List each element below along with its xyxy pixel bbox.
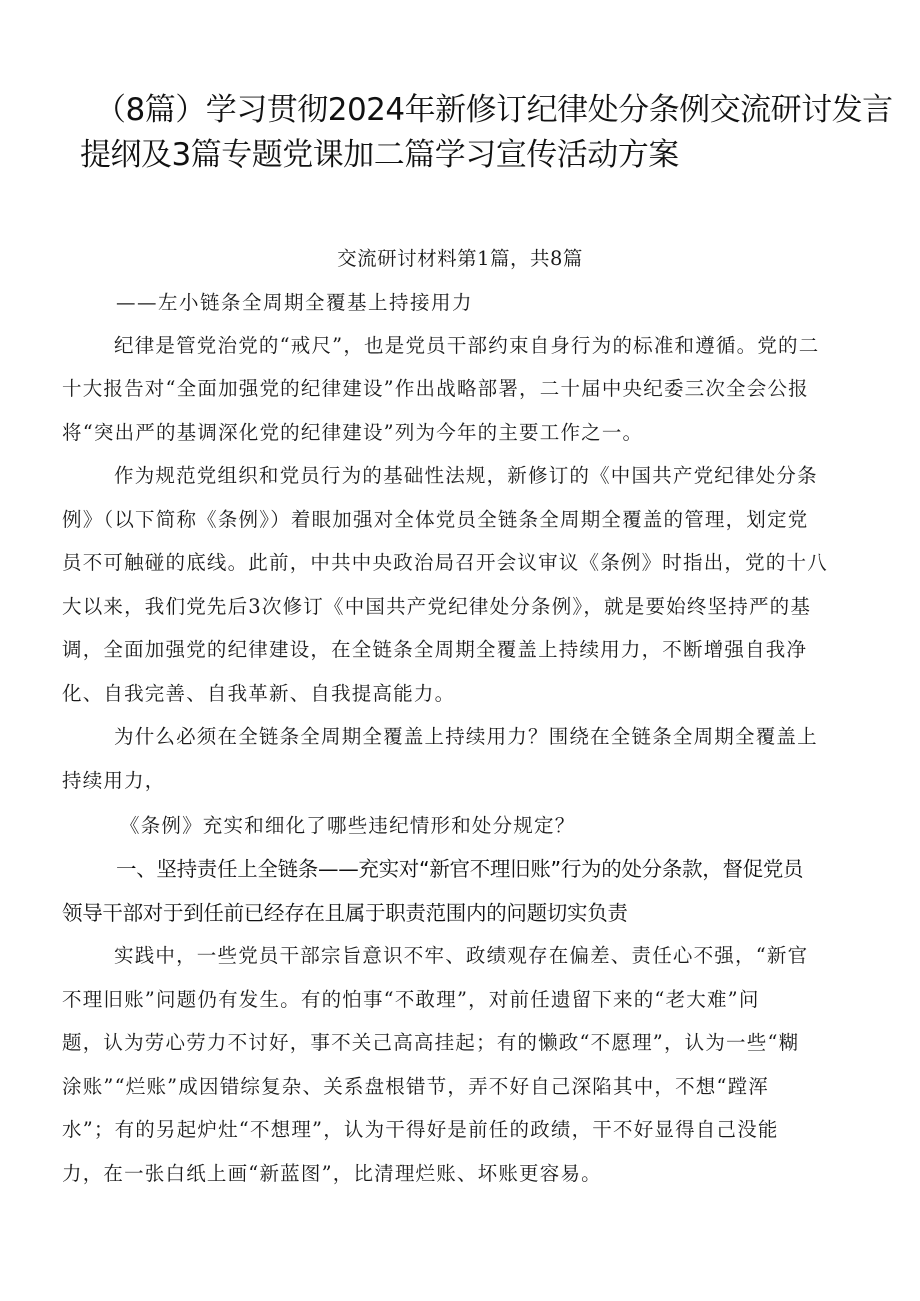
paragraph-3-line: 为什么必须在全链条全周期全覆盖上持续用力？围绕在全链条全周期全覆盖上 xyxy=(114,725,818,748)
paragraph-1-line: 十大报告对“全面加强党的纪律建设”作出战略部署，二十届中央纪委三次全会公报 xyxy=(62,377,809,400)
paragraph-4-line: 题，认为劳心劳力不讨好，事不关己高高挂起；有的懒政“不愿理”，认为一些“糊 xyxy=(62,1031,800,1054)
section-subtitle: ——左小链条全周期全覆基上持接用力 xyxy=(116,291,474,314)
paragraph-2-line: 化、自我完善、自我革新、自我提高能力。 xyxy=(62,682,456,705)
paragraph-1-line: 纪律是管党治党的“戒尺”，也是党员干部约束自身行为的标准和遵循。党的二 xyxy=(114,334,820,357)
section-heading-line: 一、坚持责任上全链条——充实对“新官不理旧账”行为的处分条款，督促党员 xyxy=(116,857,804,881)
material-subtitle: 交流研讨材料第1篇，共8篇 xyxy=(337,247,583,270)
question-line: 《条例》充实和细化了哪些违纪情形和处分规定？ xyxy=(120,814,576,837)
document-title xyxy=(58,88,893,178)
paragraph-1-line: 将“突出严的基调深化党的纪律建设”列为今年的主要工作之一。 xyxy=(62,421,644,444)
section-heading-line: 领导干部对于到任前已经存在且属于职责范围内的问题切实负责 xyxy=(62,901,628,925)
paragraph-2-line: 调，全面加强党的纪律建设，在全链条全周期全覆盖上持续用力，不断增强自我净 xyxy=(62,638,808,661)
paragraph-4-line: 实践中，一些党员干部宗旨意识不牢、政绩观存在偏差、责任心不强，“新官 xyxy=(114,944,809,967)
title-line-2: 提纲及3篇专题党课加二篇学习宣传活动方案 xyxy=(80,137,679,173)
paragraph-2-line: 大以来，我们党先后3次修订《中国共产党纪律处分条例》，就是要始终坚持严的基 xyxy=(62,595,812,618)
paragraph-4-line: 不理旧账”问题仍有发生。有的怕事“不敢理”，对前任遗留下来的“老大难”问 xyxy=(62,988,760,1011)
paragraph-3-line: 持续用力， xyxy=(62,769,166,792)
paragraph-2-line: 例》（以下简称《条例》）着眼加强对全体党员全链条全周期全覆盖的管理，划定党 xyxy=(62,508,809,531)
paragraph-2-line: 员不可触碰的底线。此前，中共中央政治局召开会议审议《条例》时指出，党的十八 xyxy=(62,551,828,574)
paragraph-4-line: 力，在一张白纸上画“新蓝图”，比清理烂账、坏账更容易。 xyxy=(62,1162,602,1185)
paragraph-4-line: 水”；有的另起炉灶“不想理”，认为干得好是前任的政绩，干不好显得自己没能 xyxy=(62,1118,779,1141)
paragraph-2-line: 作为规范党组织和党员行为的基础性法规，新修订的《中国共产党纪律处分条 xyxy=(114,464,818,487)
paragraph-4-line: 涂账”“烂账”成因错综复杂、关系盘根错节，弄不好自己深陷其中，不想“蹚浑 xyxy=(62,1075,770,1098)
title-line-1: （8篇）学习贯彻2024年新修订纪律处分条例交流研讨发言 xyxy=(95,92,893,128)
